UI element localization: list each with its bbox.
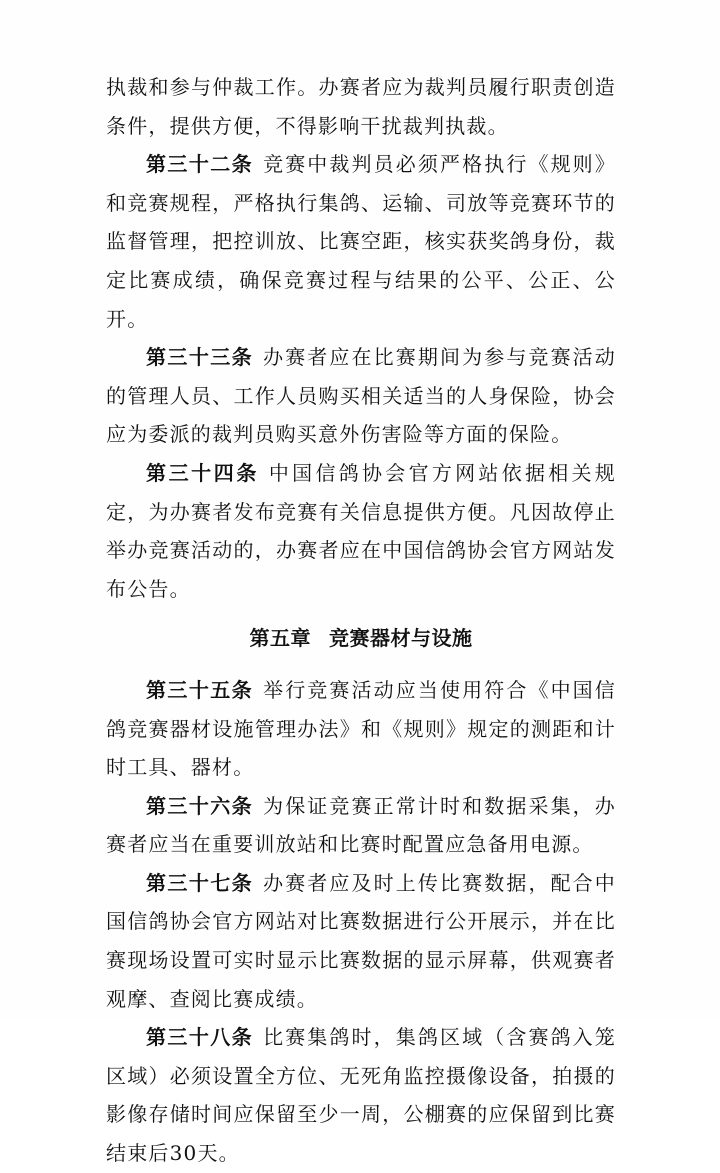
article-text: 办赛者应在比赛期间为参与竞赛活动的管理人员、工作人员购买相关适当的人身保险，协会应为委派的裁判员购买意外伤害险等方面的保险。 xyxy=(106,345,617,447)
article-number: 第三十四条 xyxy=(146,460,259,485)
chapter-number: 第五章 xyxy=(249,626,311,651)
chapter-heading xyxy=(106,608,616,671)
paragraph-continuation xyxy=(106,68,616,145)
article-32 xyxy=(106,145,616,338)
article-number: 第三十六条 xyxy=(146,793,254,818)
article-35 xyxy=(106,671,616,787)
article-37 xyxy=(106,864,616,1018)
article-number: 第三十八条 xyxy=(146,1025,254,1050)
article-number: 第三十三条 xyxy=(146,345,254,370)
article-number: 第三十七条 xyxy=(146,870,254,895)
article-text: 举行竞赛活动应当使用符合《中国信鸽竞赛器材设施管理办法》和《规则》规定的测距和计时工具、器材。 xyxy=(106,677,617,780)
article-33 xyxy=(106,338,616,454)
article-number: 第三十二条 xyxy=(146,152,254,177)
article-text: 办赛者应及时上传比赛数据，配合中国信鸽协会官方网站对比赛数据进行公开展示，并在比赛现场设置可实时显示比赛数据的显示屏幕，供观赛者观摩、查阅比赛成绩。 xyxy=(106,870,617,1011)
article-34 xyxy=(106,454,616,608)
chapter-title: 竞赛器材与设施 xyxy=(329,626,473,651)
paragraph-text: 执裁和参与仲裁工作。办赛者应为裁判员履行职责创造条件，提供方便，不得影响干扰裁判执裁。 xyxy=(106,75,616,138)
article-text: 中国信鸽协会官方网站依据相关规定，为办赛者发布竞赛有关信息提供方便。凡因故停止举办竞赛活动的，办赛者应在中国信鸽协会官方网站发布公告。 xyxy=(106,460,617,601)
article-36 xyxy=(106,787,616,864)
article-38 xyxy=(106,1018,616,1172)
article-text: 为保证竞赛正常计时和数据采集，办赛者应当在重要训放站和比赛时配置应急备用电源。 xyxy=(106,793,617,857)
article-text: 竞赛中裁判员必须严格执行《规则》和竞赛规程，严格执行集鸽、运输、司放等竞赛环节的监督管理，把控训放、比赛空距，核实获奖鸽身份，裁定比赛成绩，确保竞赛过程与结果的公平、公正、公开。 xyxy=(106,152,617,331)
article-number: 第三十五条 xyxy=(146,677,254,702)
article-text: 比赛集鸽时，集鸽区域（含赛鸽入笼区域）必须设置全方位、无死角监控摄像设备，拍摄的影像存储时间应保留至少一周，公棚赛的应保留到比赛结束后30天。 xyxy=(106,1025,617,1166)
